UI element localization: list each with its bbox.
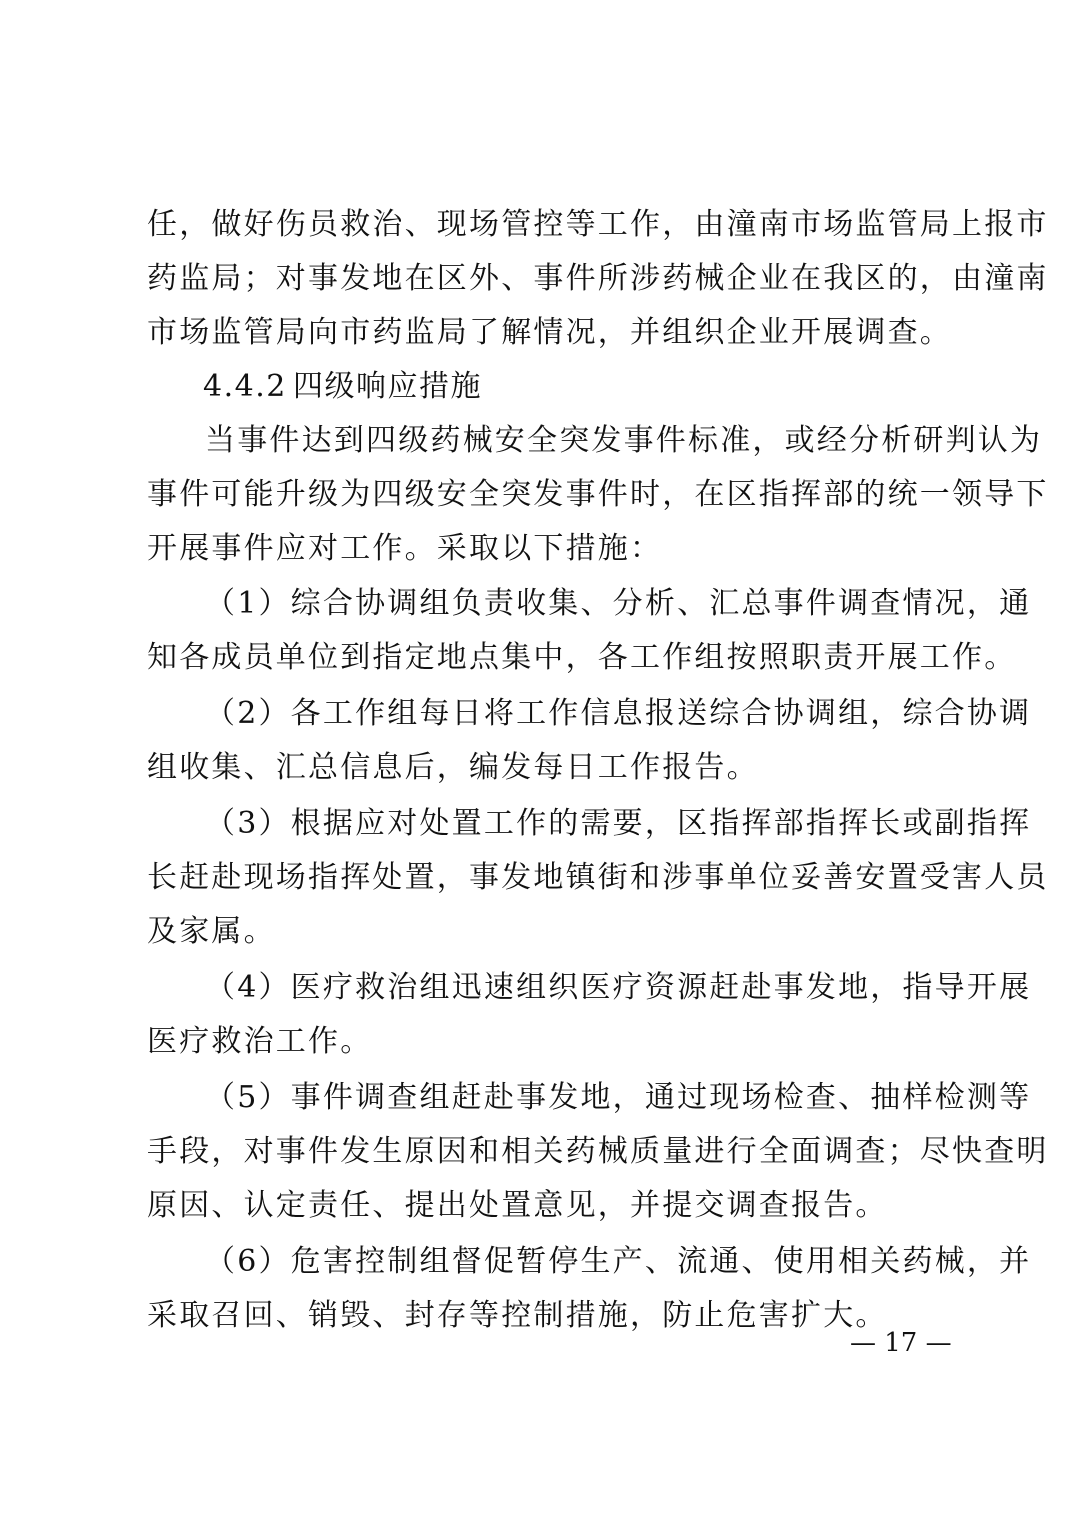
text-line: 当事件达到四级药械安全突发事件标准，或经分析研判认为 (205, 423, 1043, 458)
text-line: 及家属。 (147, 914, 276, 949)
text-line: 开展事件应对工作。采取以下措施： (147, 531, 663, 566)
text-line: 事件可能升级为四级安全突发事件时，在区指挥部的统一领导下 (147, 477, 1049, 512)
text-line: 知各成员单位到指定地点集中，各工作组按照职责开展工作。 (147, 640, 1017, 675)
text-line: （2）各工作组每日将工作信息报送综合协调组，综合协调 (205, 696, 1032, 731)
text-line: （5）事件调查组赶赴事发地，通过现场检查、抽样检测等 (205, 1080, 1032, 1115)
text-line: 医疗救治工作。 (147, 1024, 373, 1059)
section-title: 四级响应措施 (293, 369, 482, 404)
text-line: 手段，对事件发生原因和相关药械质量进行全面调查；尽快查明 (147, 1134, 1049, 1169)
text-line: 组收集、汇总信息后，编发每日工作报告。 (147, 750, 759, 785)
text-line: （1）综合协调组负责收集、分析、汇总事件调查情况，通 (205, 586, 1032, 621)
text-line: 原因、认定责任、提出处置意见，并提交调查报告。 (147, 1188, 888, 1223)
text-line: （3）根据应对处置工作的需要，区指挥部指挥长或副指挥 (205, 806, 1032, 841)
text-line: 长赶赴现场指挥处置，事发地镇街和涉事单位妥善安置受害人员 (147, 860, 1049, 895)
page-number: — 17 — (850, 1328, 952, 1358)
text-line: 市场监管局向市药监局了解情况，并组织企业开展调查。 (147, 315, 952, 350)
text-line: 任，做好伤员救治、现场管控等工作，由潼南市场监管局上报市 (147, 207, 1049, 242)
text-line: （4）医疗救治组迅速组织医疗资源赶赴事发地，指导开展 (205, 970, 1032, 1005)
text-line: （6）危害控制组督促暂停生产、流通、使用相关药械，并 (205, 1244, 1032, 1279)
section-number: 4.4.2 (203, 369, 287, 404)
text-line: 采取召回、销毁、封存等控制措施，防止危害扩大。 (147, 1298, 888, 1333)
text-line: 药监局；对事发地在区外、事件所涉药械企业在我区的，由潼南 (147, 261, 1049, 296)
section-heading (203, 360, 1003, 414)
